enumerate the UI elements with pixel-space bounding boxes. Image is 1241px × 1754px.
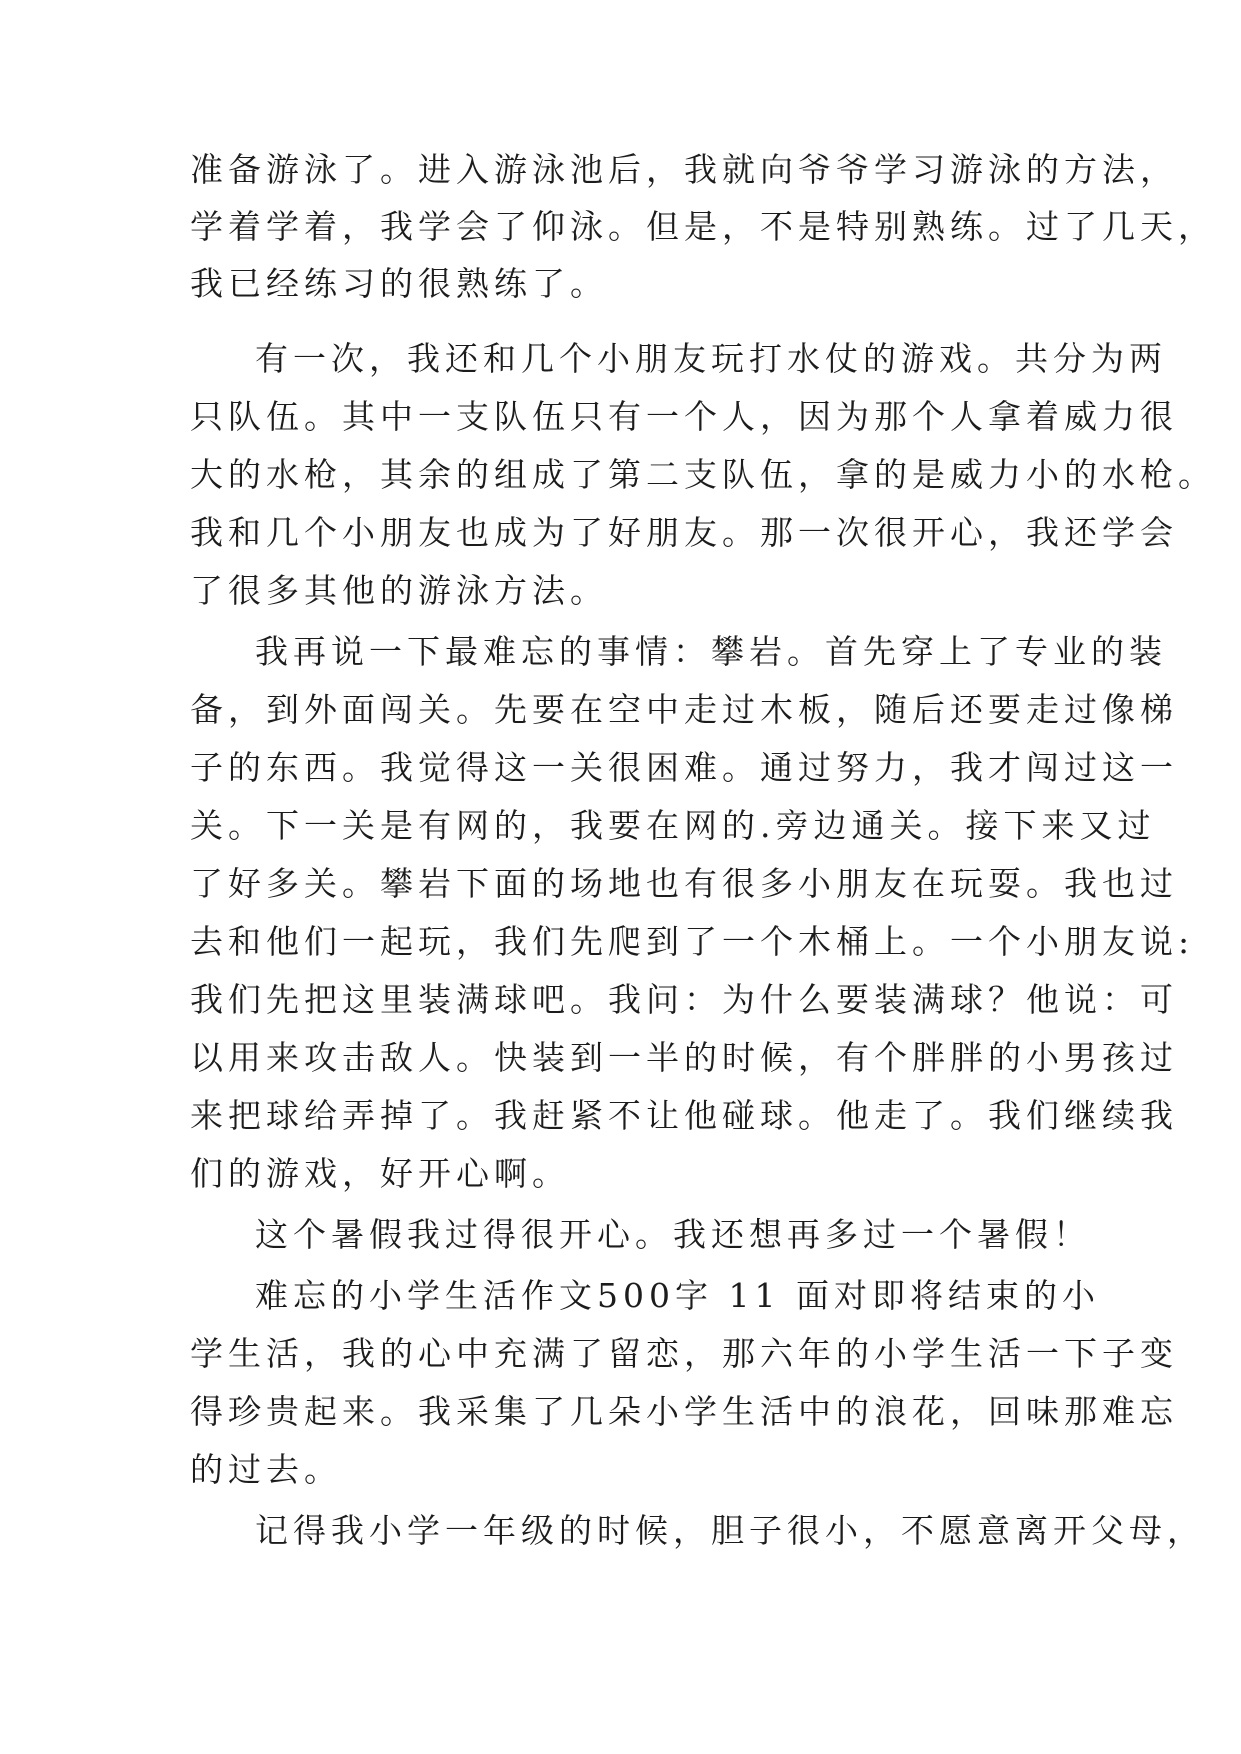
- text-line: 记得我小学一年级的时候，胆子很小，不愿意离开父母，: [255, 1511, 1205, 1550]
- text-line: 备，到外面闯关。先要在空中走过木板，随后还要走过像梯: [190, 690, 1178, 729]
- text-line: 了好多关。攀岩下面的场地也有很多小朋友在玩耍。我也过: [190, 864, 1178, 903]
- text-line: 了很多其他的游泳方法。: [190, 571, 608, 610]
- text-line: 只队伍。其中一支队伍只有一个人，因为那个人拿着威力很: [190, 397, 1178, 436]
- text-line: 我和几个小朋友也成为了好朋友。那一次很开心，我还学会: [190, 513, 1178, 552]
- text-line: 学生活，我的心中充满了留恋，那六年的小学生活一下子变: [190, 1334, 1178, 1373]
- text-line: 得珍贵起来。我采集了几朵小学生活中的浪花，回味那难忘: [190, 1392, 1178, 1431]
- text-line: 去和他们一起玩，我们先爬到了一个木桶上。一个小朋友说:: [190, 922, 1195, 961]
- text-line: 以用来攻击敌人。快装到一半的时候，有个胖胖的小男孩过: [190, 1038, 1178, 1077]
- text-line: 准备游泳了。进入游泳池后，我就向爷爷学习游泳的方法，: [190, 150, 1178, 189]
- text-line: 我已经练习的很熟练了。: [190, 264, 608, 303]
- text-line: 难忘的小学生活作文500字 11 面对即将结束的小: [255, 1276, 1100, 1315]
- text-line: 这个暑假我过得很开心。我还想再多过一个暑假！: [255, 1215, 1091, 1254]
- text-line: 关。下一关是有网的，我要在网的.旁边通关。接下来又过: [190, 806, 1156, 845]
- text-line: 我再说一下最难忘的事情：攀岩。首先穿上了专业的装: [255, 632, 1167, 671]
- text-line: 的过去。: [190, 1450, 342, 1489]
- text-line: 子的东西。我觉得这一关很困难。通过努力，我才闯过这一: [190, 748, 1178, 787]
- text-line: 学着学着，我学会了仰泳。但是，不是特别熟练。过了几天，: [190, 207, 1216, 246]
- text-line: 来把球给弄掉了。我赶紧不让他碰球。他走了。我们继续我: [190, 1096, 1178, 1135]
- text-line: 我们先把这里装满球吧。我问：为什么要装满球？他说：可: [190, 980, 1178, 1019]
- text-line: 有一次，我还和几个小朋友玩打水仗的游戏。共分为两: [255, 339, 1167, 378]
- text-line: 大的水枪，其余的组成了第二支队伍，拿的是威力小的水枪。: [190, 455, 1216, 494]
- text-line: 们的游戏，好开心啊。: [190, 1154, 570, 1193]
